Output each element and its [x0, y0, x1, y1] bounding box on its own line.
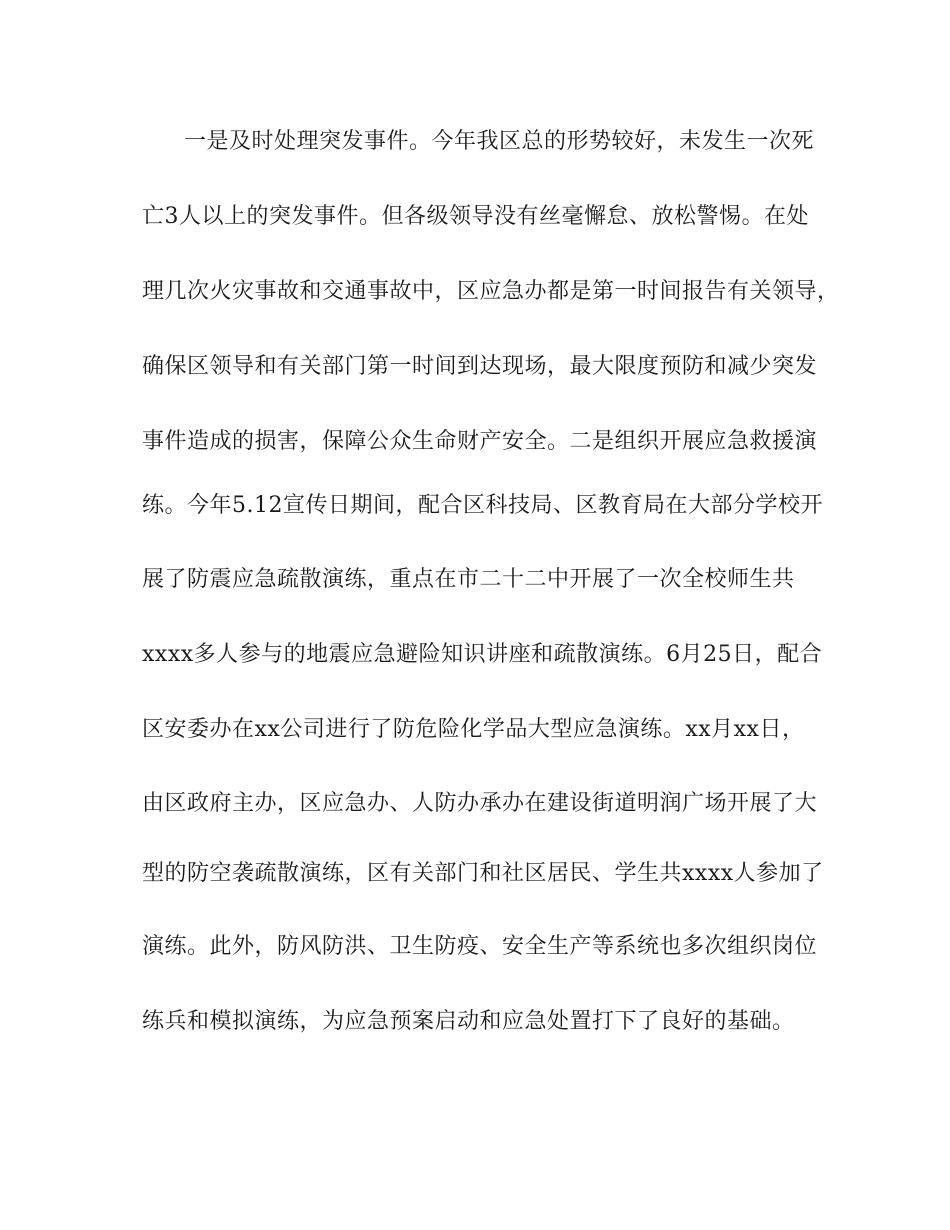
paragraph-line: 展了防震应急疏散演练，重点在市二十二中开展了一次全校师生共 [142, 567, 795, 592]
paragraph-line: 练兵和模拟演练，为应急预案启动和应急处置打下了良好的基础。 [142, 1009, 795, 1034]
paragraph-line: 事件造成的损害，保障公众生命财产安全。二是组织开展应急救援演 [142, 429, 818, 454]
paragraph-line: 演练。此外，防风防洪、卫生防疫、安全生产等系统也多次组织岗位 [142, 934, 818, 959]
paragraph-line: xxxx多人参与的地震应急避险知识讲座和疏散演练。6月25日，配合 [142, 642, 823, 667]
paragraph-line: 由区政府主办，区应急办、人防办承办在建设街道明润广场开展了大 [142, 791, 818, 816]
paragraph-line: 理几次火灾事故和交通事故中，区应急办都是第一时间报告有关领导， [142, 279, 840, 304]
paragraph-line: 确保区领导和有关部门第一时间到达现场，最大限度预防和减少突发 [142, 354, 818, 379]
paragraph-line: 练。今年5.12宣传日期间，配合区科技局、区教育局在大部分学校开 [142, 493, 823, 518]
paragraph-line: 区安委办在xx公司进行了防危险化学品大型应急演练。xx月xx日， [142, 717, 805, 742]
paragraph-line: 亡3人以上的突发事件。但各级领导没有丝毫懈怠、放松警惕。在处 [142, 204, 809, 229]
paragraph-line: 型的防空袭疏散演练，区有关部门和社区居民、学生共xxxx人参加了 [142, 861, 824, 886]
paragraph-line: 一是及时处理突发事件。今年我区总的形势较好，未发生一次死 [184, 129, 815, 154]
